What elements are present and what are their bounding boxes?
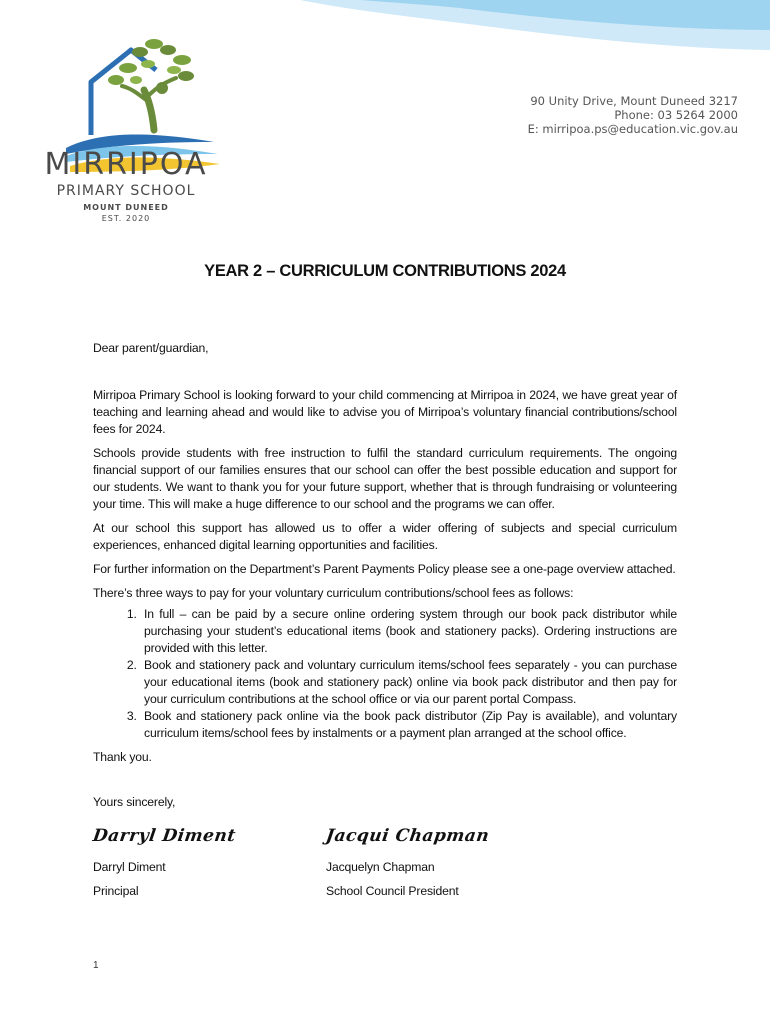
list-item: 3. Book and stationery pack online via the book pack distributor (Zip Pay is available), and voluntary curriculum items/school fees by instalments or a payment plan arranged at the school office.: [140, 708, 677, 742]
list-item: 2. Book and stationery pack and voluntary curriculum items/school fees separately - you can purchase your educational items (book and stationery pack) online via book pack distributor and then pay for your curriculum contributions at the school office or via our parent portal Compass.: [140, 657, 677, 708]
thanks-line: Thank you.: [93, 750, 152, 764]
school-established: EST. 2020: [101, 214, 151, 223]
paragraph: There’s three ways to pay for your voluntary curriculum contributions/school fees as follows:: [93, 586, 574, 600]
signature-principal: Darryl Diment: [91, 826, 238, 846]
signatory-role: School Council President: [326, 884, 459, 898]
signatory-name: Darryl Diment: [93, 860, 166, 874]
closing: Yours sincerely,: [93, 795, 176, 809]
letter-body: [93, 340, 677, 933]
list-item: 1. In full – can be paid by a secure online ordering system through our book pack distributor while purchasing your student’s educational items (book and stationery packs). Ordering instructions are provided with this letter.: [140, 606, 677, 657]
salutation: Dear parent/guardian,: [93, 341, 209, 355]
school-location: MOUNT DUNEED: [83, 203, 169, 212]
signatory-name: Jacquelyn Chapman: [326, 860, 435, 874]
signature-president: Jacqui Chapman: [324, 826, 491, 846]
paragraph: Schools provide students with free instruction to fulfil the standard curriculum requirements. The ongoing financial support of our families ensures that our school can offer the best possible education and support for our students. We want to thank you for your future support, whether that is through fundraising or volunteering your time. This will make a huge difference to our school and the programs we can offer.: [93, 446, 677, 511]
payment-options-list: [93, 606, 677, 742]
signature-row: [93, 823, 677, 933]
paragraph: At our school this support has allowed us to offer a wider offering of subjects and special curriculum experiences, enhanced digital learning opportunities and facilities.: [93, 521, 677, 552]
contact-address: 90 Unity Drive, Mount Duneed 3217: [530, 94, 738, 108]
contact-block: [528, 94, 738, 136]
contact-email: E: mirripoa.ps@education.vic.gov.au: [527, 122, 738, 136]
signature-block-president: [326, 823, 556, 900]
school-name-block: [36, 148, 216, 224]
signature-block-principal: [93, 823, 323, 900]
page-number: 1: [93, 960, 99, 971]
school-subname: PRIMARY SCHOOL: [56, 183, 196, 199]
paragraph: Mirripoa Primary School is looking forward to your child commencing at Mirripoa in 2024, we have great year of teaching and learning ahead and would like to advise you of Mirripoa’s voluntary financial contributions/school fees for 2024.: [93, 388, 677, 436]
signatory-role: Principal: [93, 884, 139, 898]
paragraph: For further information on the Department’s Parent Payments Policy please see a one-page overview attached.: [93, 562, 676, 576]
contact-phone: Phone: 03 5264 2000: [614, 108, 738, 122]
school-name: MIRRIPOA: [44, 147, 208, 182]
letter-title: YEAR 2 – CURRICULUM CONTRIBUTIONS 2024: [204, 262, 566, 280]
